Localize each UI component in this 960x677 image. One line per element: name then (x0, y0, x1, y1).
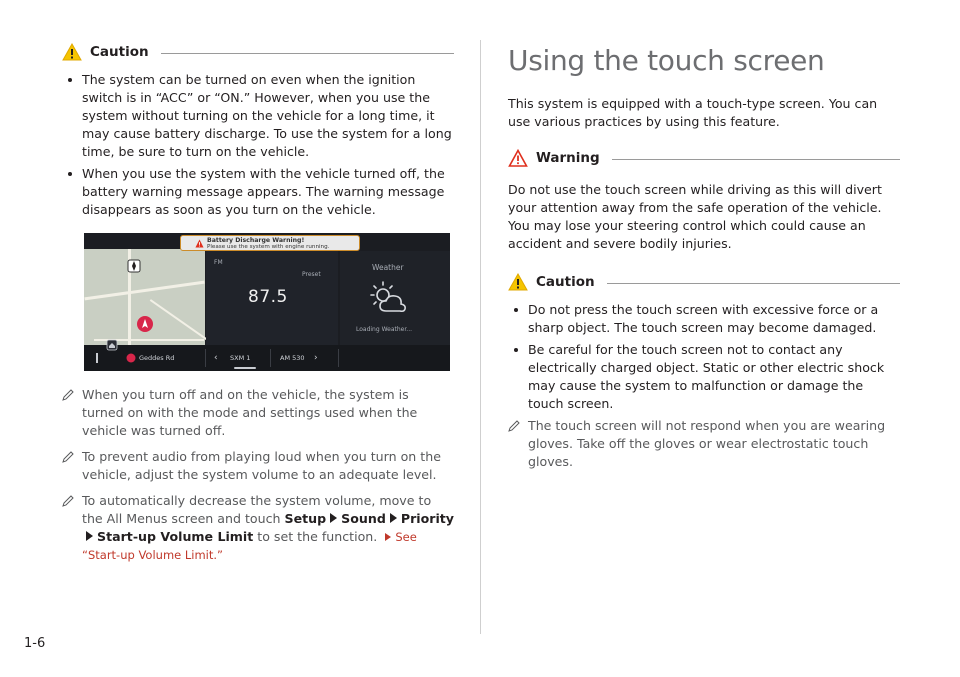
menu-setup: Setup (284, 511, 327, 526)
warning-triangle-icon (195, 239, 204, 248)
caution-bullet: The system can be turned on even when the ignition switch is in “ACC” or “ON.” However, when you use the system without turning on the vehicle for a long time, it may cause battery discharge. To use the system for a long time, be sure to turn on the vehicle. (62, 71, 454, 161)
note-text: When you turn off and on the vehicle, the system is turned on with the mode and settings used when the vehicle was turned off. (82, 387, 418, 438)
reference-arrow-icon (385, 533, 391, 541)
next-source-icon[interactable]: › (314, 353, 318, 363)
intro-text: This system is equipped with a touch-type screen. You can use various practices by using this feature. (508, 96, 878, 129)
prev-source-icon[interactable]: ‹ (214, 353, 218, 363)
note-text-suffix: to set the function. (257, 529, 378, 544)
warning-text: Do not use the touch screen while driving as this will divert your attention away from the safe operation of the vehicle. You may lose your steering control which could cause an accident and severe bodily injuries. (508, 182, 882, 251)
weather-title: Weather (372, 263, 404, 272)
caution-bullet: When you use the system with the vehicle turned off, the battery warning message appears. The warning message disappears as soon as you turn on the vehicle. (62, 165, 454, 219)
pencil-note-icon (62, 451, 74, 463)
street-name: Geddes Rd (139, 354, 175, 362)
page-number: 1-6 (24, 636, 46, 651)
see-reference-link[interactable]: See “Start-up Volume Limit.” (82, 530, 417, 562)
left-column (62, 0, 454, 223)
caution-bullet: Do not press the touch screen with excessive force or a sharp object. The touch screen may become damaged. (508, 301, 900, 337)
caution-triangle-icon (62, 43, 82, 61)
caution-list (508, 301, 900, 413)
note-item (62, 492, 454, 564)
caution-bullet: Be careful for the touch screen not to contact any electrically charged object. Static or other electric shock may cause the system to malfunction or damage the touch screen. (508, 341, 900, 413)
pencil-note-icon (62, 389, 74, 401)
partly-cloudy-icon (368, 281, 408, 317)
note-text: The touch screen will not respond when you are wearing gloves. Take off the gloves or wear electrostatic touch gloves. (528, 418, 886, 469)
caution-header (62, 41, 454, 63)
arrow-right-icon (390, 513, 397, 523)
banner-message: Please use the system with engine running. (207, 244, 330, 250)
note-text: To prevent audio from playing loud when you turn on the vehicle, adjust the system volume to an adequate level. (82, 449, 441, 482)
weather-widget[interactable] (340, 251, 450, 345)
system-screenshot (84, 233, 450, 371)
home-indicator (234, 367, 256, 369)
caution-rule (161, 53, 454, 54)
arrow-right-icon (330, 513, 337, 523)
caution-triangle-icon (508, 273, 528, 291)
warning-header (508, 147, 900, 169)
radio-widget[interactable] (206, 251, 338, 345)
note-item (62, 386, 454, 440)
arrow-right-icon (86, 531, 93, 541)
warning-rule (612, 159, 900, 160)
caution-rule (607, 283, 900, 284)
warning-label: Warning (536, 150, 600, 166)
source-sxm[interactable]: SXM 1 (230, 354, 251, 362)
caution-list (62, 71, 454, 219)
bottom-bar (84, 345, 450, 371)
preset-label[interactable]: Preset (302, 271, 321, 278)
frequency-display: 87.5 (248, 287, 288, 307)
caution-label: Caution (90, 44, 149, 60)
right-column (508, 0, 900, 479)
left-notes (62, 386, 454, 572)
menu-sound: Sound (341, 511, 386, 526)
menu-startup-volume: Start-up Volume Limit (97, 529, 254, 544)
weather-status: Loading Weather... (356, 326, 413, 333)
compass-icon[interactable] (127, 259, 141, 273)
caution-header (508, 271, 900, 293)
info-icon[interactable] (92, 352, 102, 364)
battery-warning-banner (180, 235, 360, 251)
banner-title: Battery Discharge Warning! (207, 237, 305, 244)
band-label: FM (214, 259, 223, 266)
warning-triangle-icon (508, 149, 528, 167)
source-am[interactable]: AM 530 (280, 354, 305, 362)
pencil-note-icon (508, 420, 520, 432)
column-divider (480, 40, 481, 634)
pencil-note-icon (62, 495, 74, 507)
note-item (508, 417, 900, 471)
note-item (62, 448, 454, 484)
vehicle-position-icon (136, 315, 154, 333)
navigation-direction-icon (126, 353, 136, 363)
note-text: To automatically decrease the system volume, move to the All Menus screen and touch (82, 493, 432, 526)
caution-label: Caution (536, 274, 595, 290)
menu-priority: Priority (400, 511, 455, 526)
home-icon[interactable] (106, 339, 118, 351)
page-title: Using the touch screen (508, 44, 825, 77)
